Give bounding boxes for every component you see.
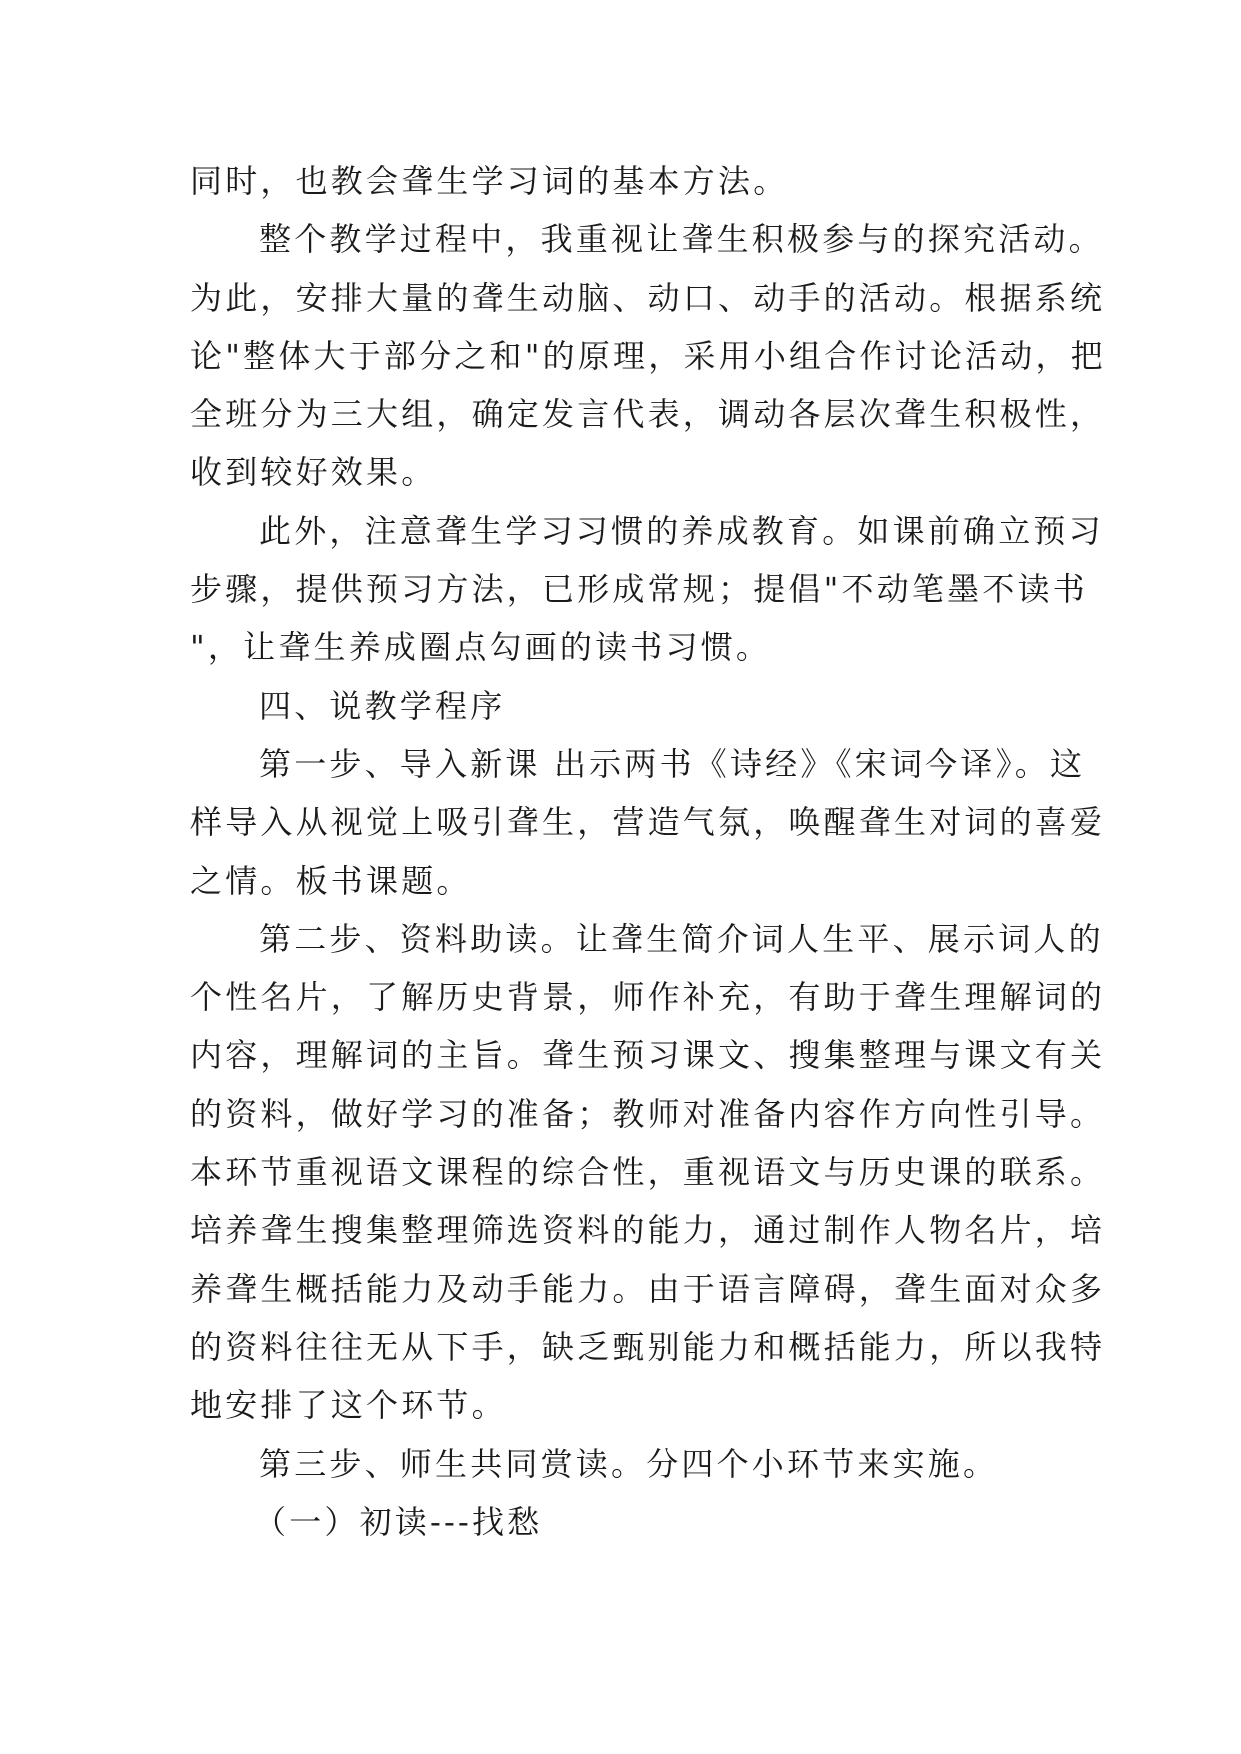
text-line: 的资料往往无从下手，缺乏甄别能力和概括能力，所以我特 (190, 1327, 1106, 1366)
text-line: 为此，安排大量的聋生动脑、动口、动手的活动。根据系统 (190, 278, 1106, 317)
text-line: 全班分为三大组，确定发言代表，调动各层次聋生积极性， (190, 395, 1106, 434)
paragraph-first-line: 第一步、导入新课 出示两书《诗经》《宋词今译》。这 (259, 744, 1086, 783)
subsection-heading: （一）初读---找愁 (254, 1502, 543, 1541)
text-line: 样导入从视觉上吸引聋生，营造气氛，唤醒聋生对词的喜爱 (190, 803, 1106, 842)
text-line: 内容，理解词的主旨。聋生预习课文、搜集整理与课文有关 (190, 1036, 1106, 1075)
text-line: 步骤，提供预习方法，已形成常规；提倡"不动笔墨不读书 (190, 570, 1088, 609)
paragraph-first-line: 第三步、师生共同赏读。分四个小环节来实施。 (259, 1444, 999, 1483)
text-line: 个性名片，了解历史背景，师作补充，有助于聋生理解词的 (190, 978, 1106, 1017)
text-line: 培养聋生搜集整理筛选资料的能力，通过制作人物名片，培 (190, 1211, 1106, 1250)
paragraph-first-line: 第二步、资料助读。让聋生简介词人生平、展示词人的 (259, 919, 1104, 958)
text-line: 同时，也教会聋生学习词的基本方法。 (190, 162, 789, 200)
text-line: 养聋生概括能力及动手能力。由于语言障碍，聋生面对众多 (190, 1269, 1106, 1308)
text-line: 本环节重视语文课程的综合性，重视语文与历史课的联系。 (190, 1153, 1106, 1192)
text-line: 的资料，做好学习的准备；教师对准备内容作方向性引导。 (190, 1094, 1106, 1133)
paragraph-first-line: 整个教学过程中，我重视让聋生积极参与的探究活动。 (259, 220, 1104, 259)
document-body (190, 152, 1106, 1551)
text-line: 论"整体大于部分之和"的原理，采用小组合作讨论活动，把 (190, 336, 1106, 375)
text-line: 地安排了这个环节。 (190, 1386, 507, 1425)
text-line: "，让聋生养成圈点勾画的读书习惯。 (190, 628, 772, 667)
section-heading: 四、说教学程序 (259, 686, 506, 725)
text-line: 之情。板书课题。 (190, 861, 472, 900)
text-line: 收到较好效果。 (190, 453, 437, 492)
paragraph-first-line: 此外，注意聋生学习习惯的养成教育。如课前确立预习 (259, 511, 1104, 550)
